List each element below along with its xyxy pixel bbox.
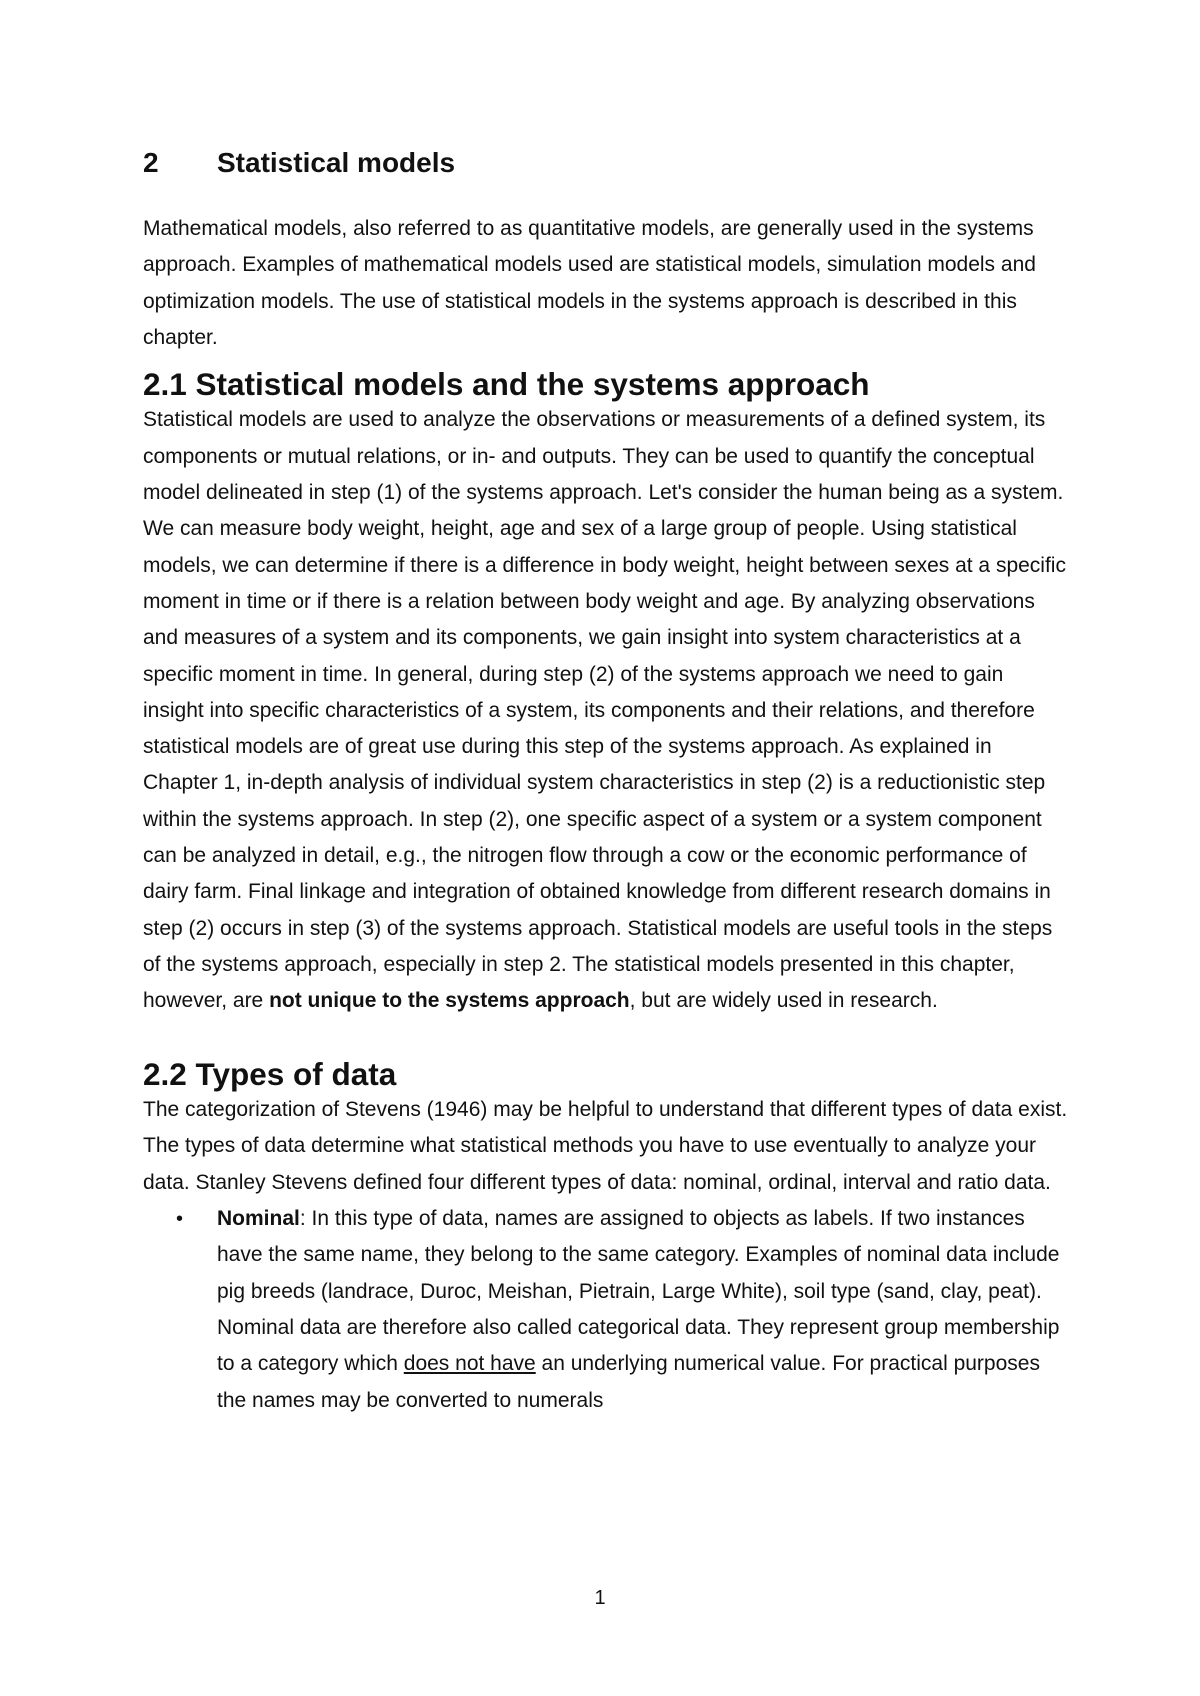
nominal-text-a: : In this type of data, names are assigned to objects as labels. If two instances have the same name, they belong to the same category. Examples of nominal data include pig breeds (landrace, Duroc, Meishan, Pietrain, Large White), soil type (sand, clay, peat). Nominal data are therefore also called categorical data. They represent group membership to a category which (217, 1207, 1060, 1376)
data-types-list (143, 1201, 1068, 1419)
intro-paragraph: Mathematical models, also referred to as quantitative models, are generally used in the systems approach. Examples of mathematical models used are statistical models, simulation models and optimization models. The use of statistical models in the systems approach is described in this chapter. (143, 217, 1036, 349)
section-2-2-paragraph: The categorization of Stevens (1946) may be helpful to understand that different types of data exist. The types of data determine what statistical methods you have to use eventually to analyze your data. Stanley Stevens defined four different types of data: nominal, ordinal, interval and ratio data. (143, 1098, 1068, 1194)
page-content (143, 143, 1068, 1419)
list-item-nominal (176, 1201, 1068, 1419)
section-2-1-bold-phrase: not unique to the systems approach (269, 989, 630, 1013)
term-nominal: Nominal (217, 1207, 300, 1231)
section-2-1-heading: 2.1 Statistical models and the systems approach (143, 366, 870, 403)
chapter-heading (143, 143, 1068, 183)
blank-line (143, 1020, 1068, 1056)
section-2-1-paragraph (143, 402, 1068, 1019)
chapter-title: Statistical models (217, 147, 456, 178)
bullet-icon: • (176, 1208, 184, 1231)
section-2-2-heading: 2.2 Types of data (143, 1055, 397, 1092)
nominal-text-b: an underlying numerical value. For practical purposes the names may be converted to numerals (217, 1352, 1040, 1412)
page-number: 1 (594, 1587, 606, 1609)
section-2-1-text-a: Statistical models are used to analyze the observations or measurements of a defined system, its components or mutual relations, or in- and outputs. They can be used to quantify the conceptual model delineated in step (1) of the systems approach. Let's consider the human being as a system. We can measure body weight, height, age and sex of a large group of people. Using statistical models, we can determine if there is a difference in body weight, height between sexes at a specific moment in time or if there is a relation between body weight and age. By analyzing observations and measures of a system and its components, we gain insight into system characteristics at a specific moment in time. In general, during step (2) of the systems approach we need to gain insight into specific characteristics of a system, its components and their relations, and therefore statistical models are of great use during this step of the systems approach. As explained in Chapter 1, in-depth analysis of individual system characteristics in step (2) is a reductionistic step within the systems approach. In step (2), one specific aspect of a system or a system component can be analyzed in detail, e.g., the nitrogen flow through a cow or the economic performance of dairy farm. Final linkage and integration of obtained knowledge from different research domains in step (2) occurs in step (3) of the systems approach. Statistical models are useful tools in the steps of the systems approach, especially in step 2. The statistical models presented in this chapter, however, are (143, 408, 1066, 1013)
nominal-underlined-text: does not have (403, 1352, 536, 1376)
section-2-1-text-b: , but are widely used in research. (629, 989, 938, 1013)
chapter-number: 2 (143, 147, 159, 178)
